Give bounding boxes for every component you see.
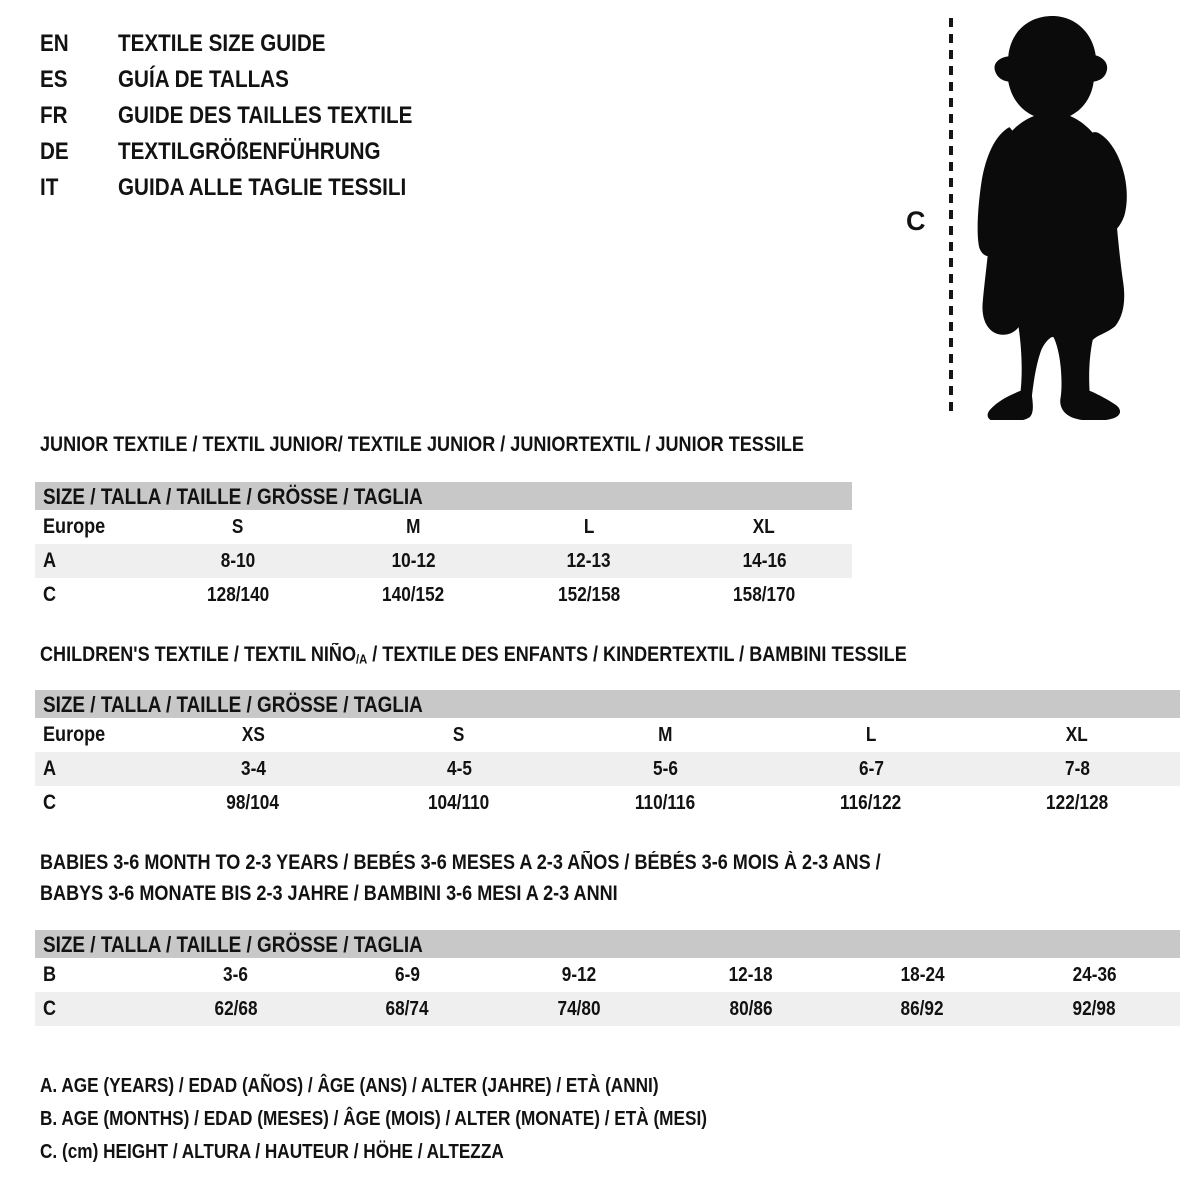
height-cell bbox=[322, 992, 494, 1026]
age-cell bbox=[562, 752, 768, 786]
height-cell-text: 80/86 bbox=[729, 998, 773, 1020]
row-label-text: C bbox=[43, 583, 57, 606]
children-title-post: / TEXTILE DES ENFANTS / KINDERTEXTIL / BAMBINI TESSILE bbox=[367, 643, 907, 666]
size-cell bbox=[356, 718, 562, 752]
size-cell-text: XL bbox=[1066, 724, 1088, 746]
height-cell bbox=[768, 786, 974, 820]
row-label bbox=[35, 510, 150, 544]
age-cell bbox=[150, 752, 356, 786]
height-cell bbox=[150, 786, 356, 820]
size-cell-text: L bbox=[583, 516, 595, 538]
language-code-text: IT bbox=[40, 174, 59, 201]
language-code bbox=[40, 170, 118, 206]
footnote-text: A. AGE (YEARS) / EDAD (AÑOS) / ÂGE (ANS) / ALTER (JAHRE) / ETÀ (ANNI) bbox=[40, 1075, 659, 1097]
language-title bbox=[118, 62, 317, 98]
months-cell bbox=[150, 958, 322, 992]
row-label bbox=[35, 786, 150, 820]
size-cell-text: XS bbox=[241, 724, 265, 746]
size-cell-text: M bbox=[657, 724, 673, 746]
language-code-text: DE bbox=[40, 138, 69, 165]
babies-size-table bbox=[35, 930, 1180, 1026]
row-label bbox=[35, 992, 150, 1026]
babies-title-line2 bbox=[40, 878, 1018, 909]
height-cell-text: 98/104 bbox=[226, 792, 280, 814]
age-cell-text: 4-5 bbox=[446, 758, 472, 780]
height-cell bbox=[326, 578, 502, 612]
age-cell-text: 3-4 bbox=[240, 758, 266, 780]
months-cell-text: 3-6 bbox=[223, 964, 249, 986]
age-cell bbox=[326, 544, 502, 578]
height-cell bbox=[150, 992, 322, 1026]
size-cell bbox=[150, 718, 356, 752]
language-code-text: ES bbox=[40, 66, 68, 93]
table-row-height bbox=[35, 786, 1180, 820]
age-cell bbox=[501, 544, 677, 578]
months-cell-text: 18-24 bbox=[900, 964, 945, 986]
height-cell bbox=[665, 992, 837, 1026]
height-measure-label: C bbox=[906, 206, 926, 236]
height-cell-text: 116/122 bbox=[840, 792, 902, 814]
row-label bbox=[35, 958, 150, 992]
children-title-pre: CHILDREN'S TEXTILE / TEXTIL NIÑO bbox=[40, 643, 357, 666]
row-label-text: A bbox=[43, 757, 57, 780]
height-cell-text: 92/98 bbox=[1072, 998, 1116, 1020]
height-cell bbox=[1008, 992, 1180, 1026]
age-cell bbox=[356, 752, 562, 786]
height-cell bbox=[837, 992, 1009, 1026]
height-cell bbox=[493, 992, 665, 1026]
age-cell-text: 7-8 bbox=[1064, 758, 1090, 780]
language-title-text: GUIDE DES TAILLES TEXTILE bbox=[118, 102, 413, 129]
junior-section-title-text: JUNIOR TEXTILE / TEXTIL JUNIOR/ TEXTILE JUNIOR / JUNIORTEXTIL / JUNIOR TESSILE bbox=[40, 433, 804, 456]
table-row-age bbox=[35, 544, 852, 578]
age-cell bbox=[768, 752, 974, 786]
months-cell bbox=[837, 958, 1009, 992]
row-label bbox=[35, 578, 150, 612]
row-label-text: Europe bbox=[43, 515, 106, 538]
age-cell bbox=[677, 544, 853, 578]
footnote-age-months bbox=[40, 1103, 816, 1136]
language-code bbox=[40, 26, 118, 62]
height-cell bbox=[562, 786, 768, 820]
age-cell-text: 8-10 bbox=[220, 550, 255, 572]
babies-title-line1 bbox=[40, 847, 1018, 878]
row-label-text: Europe bbox=[43, 723, 106, 746]
height-cell-text: 110/116 bbox=[634, 792, 696, 814]
months-cell-text: 24-36 bbox=[1072, 964, 1117, 986]
language-title bbox=[118, 98, 460, 134]
height-cell bbox=[356, 786, 562, 820]
language-code bbox=[40, 134, 118, 170]
age-cell-text: 14-16 bbox=[742, 550, 787, 572]
babies-title-line1-text: BABIES 3-6 MONTH TO 2-3 YEARS / BEBÉS 3-6 MESES A 2-3 AÑOS / BÉBÉS 3-6 MOIS À 2-3 ANS / bbox=[40, 851, 881, 874]
babies-title-line2-text: BABYS 3-6 MONATE BIS 2-3 JAHRE / BAMBINI 3-6 MESI A 2-3 ANNI bbox=[40, 882, 618, 905]
size-cell-text: L bbox=[865, 724, 877, 746]
size-cell bbox=[768, 718, 974, 752]
row-label bbox=[35, 718, 150, 752]
size-cell-text: M bbox=[406, 516, 421, 538]
height-cell bbox=[677, 578, 853, 612]
size-cell bbox=[974, 718, 1180, 752]
junior-size-table bbox=[35, 482, 852, 612]
babies-section-title bbox=[40, 847, 1018, 909]
months-cell bbox=[665, 958, 837, 992]
months-cell-text: 6-9 bbox=[395, 964, 420, 986]
months-cell bbox=[322, 958, 494, 992]
table-row-height bbox=[35, 992, 1180, 1026]
size-cell-text: XL bbox=[753, 516, 776, 538]
table-row-europe bbox=[35, 718, 1180, 752]
language-code bbox=[40, 62, 118, 98]
children-section-title-text bbox=[40, 639, 907, 674]
size-cell bbox=[150, 510, 326, 544]
height-cell-text: 62/68 bbox=[214, 998, 258, 1020]
language-list bbox=[40, 26, 460, 206]
size-cell-text: S bbox=[453, 724, 465, 746]
children-title-sub: /A bbox=[356, 651, 368, 667]
table-row-age bbox=[35, 752, 1180, 786]
language-code bbox=[40, 98, 118, 134]
age-cell-text: 5-6 bbox=[652, 758, 678, 780]
height-cell bbox=[150, 578, 326, 612]
age-cell-text: 12-13 bbox=[566, 550, 611, 572]
size-table-header-text: SIZE / TALLA / TAILLE / GRÖSSE / TAGLIA bbox=[43, 692, 423, 717]
footnote-text: B. AGE (MONTHS) / EDAD (MESES) / ÂGE (MOIS) / ALTER (MONATE) / ETÀ (MESI) bbox=[40, 1108, 707, 1130]
language-row-de bbox=[40, 134, 460, 170]
height-cell-text: 152/158 bbox=[557, 584, 620, 606]
age-cell bbox=[974, 752, 1180, 786]
language-title-text: GUIDA ALLE TAGLIE TESSILI bbox=[118, 174, 407, 201]
size-table-header-text: SIZE / TALLA / TAILLE / GRÖSSE / TAGLIA bbox=[43, 484, 423, 509]
height-cell-text: 128/140 bbox=[206, 584, 269, 606]
size-cell bbox=[326, 510, 502, 544]
language-row-es bbox=[40, 62, 460, 98]
height-cell-text: 86/92 bbox=[900, 998, 945, 1020]
table-row-height bbox=[35, 578, 852, 612]
size-table-header bbox=[35, 930, 1180, 958]
height-cell-text: 74/80 bbox=[557, 998, 601, 1020]
language-row-fr bbox=[40, 98, 460, 134]
age-cell-text: 6-7 bbox=[858, 758, 884, 780]
children-size-table bbox=[35, 690, 1180, 820]
language-title bbox=[118, 26, 359, 62]
language-row-it bbox=[40, 170, 460, 206]
size-cell bbox=[562, 718, 768, 752]
table-row-age-months bbox=[35, 958, 1180, 992]
height-dashed-line bbox=[949, 18, 953, 417]
language-code-text: FR bbox=[40, 102, 68, 129]
months-cell-text: 12-18 bbox=[728, 964, 773, 986]
height-cell-text: 140/152 bbox=[382, 584, 445, 606]
children-section-title bbox=[40, 639, 1048, 674]
height-cell bbox=[501, 578, 677, 612]
junior-section-title bbox=[40, 429, 928, 460]
height-cell-text: 122/128 bbox=[1045, 792, 1109, 814]
footnote-height-cm bbox=[40, 1136, 816, 1169]
toddler-silhouette-icon bbox=[962, 16, 1142, 420]
height-cell-text: 68/74 bbox=[385, 998, 430, 1020]
size-cell-text: S bbox=[232, 516, 244, 538]
language-title-text: TEXTILGRÖßENFÜHRUNG bbox=[118, 138, 381, 165]
size-cell bbox=[501, 510, 677, 544]
row-label-text: C bbox=[43, 791, 57, 814]
height-cell bbox=[974, 786, 1180, 820]
language-code-text: EN bbox=[40, 30, 69, 57]
legend-footnotes bbox=[40, 1070, 816, 1169]
language-title bbox=[118, 170, 453, 206]
row-label-text: C bbox=[43, 997, 57, 1020]
footnote-age-years bbox=[40, 1070, 816, 1103]
language-title-text: GUÍA DE TALLAS bbox=[118, 66, 289, 93]
months-cell-text: 9-12 bbox=[561, 964, 597, 986]
footnote-text: C. (cm) HEIGHT / ALTURA / HAUTEUR / HÖHE / ALTEZZA bbox=[40, 1141, 504, 1163]
size-table-header-text: SIZE / TALLA / TAILLE / GRÖSSE / TAGLIA bbox=[43, 932, 423, 957]
height-cell-text: 104/110 bbox=[428, 792, 490, 814]
size-table-header bbox=[35, 482, 852, 510]
age-cell bbox=[150, 544, 326, 578]
age-cell-text: 10-12 bbox=[391, 550, 436, 572]
row-label bbox=[35, 752, 150, 786]
size-cell bbox=[677, 510, 853, 544]
row-label-text: B bbox=[43, 963, 57, 986]
months-cell bbox=[493, 958, 665, 992]
language-row-en bbox=[40, 26, 460, 62]
row-label-text: A bbox=[43, 549, 57, 572]
language-title-text: TEXTILE SIZE GUIDE bbox=[118, 30, 326, 57]
size-table-header bbox=[35, 690, 1180, 718]
language-title bbox=[118, 134, 423, 170]
height-cell-text: 158/170 bbox=[733, 584, 796, 606]
table-row-europe bbox=[35, 510, 852, 544]
row-label bbox=[35, 544, 150, 578]
months-cell bbox=[1008, 958, 1180, 992]
